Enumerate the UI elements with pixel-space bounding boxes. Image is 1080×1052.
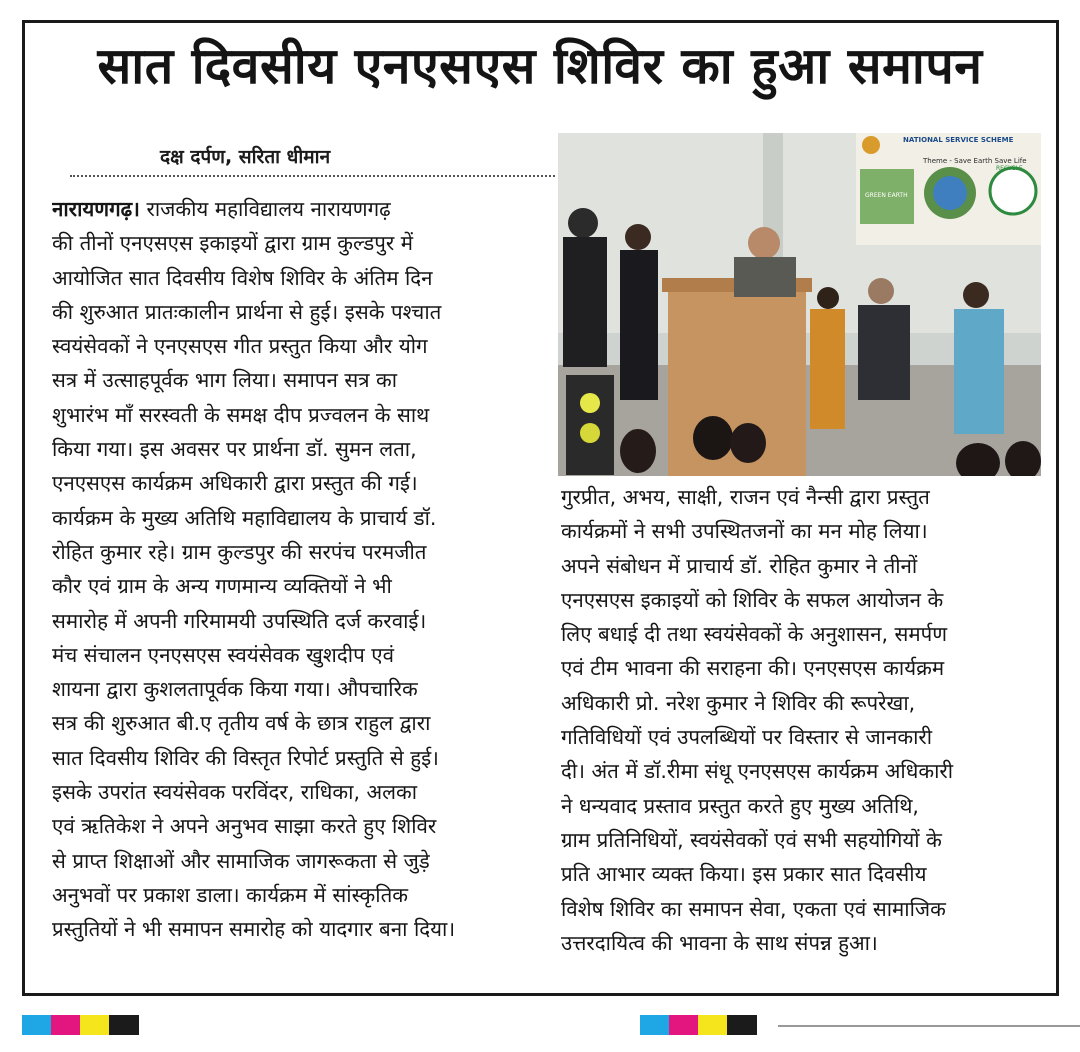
text-line: एनएसएस कार्यक्रम अधिकारी द्वारा प्रस्तुत की गई।	[52, 471, 418, 496]
text-line: स्वयंसेवकों ने एनएसएस गीत प्रस्तुत किया और योग	[52, 334, 428, 359]
text-line: किया गया। इस अवसर पर प्रार्थना डॉ. सुमन लता,	[52, 437, 417, 462]
text-line: सत्र में उत्साहपूर्वक भाग लिया। समापन सत्र का	[52, 368, 398, 393]
text-line: लिए बधाई दी तथा स्वयंसेवकों के अनुशासन, समर्पण	[561, 622, 948, 647]
text-line: उत्तरदायित्व की भावना के साथ संपन्न हुआ।	[561, 930, 878, 955]
text-line: गुरप्रीत, अभय, साक्षी, राजन एवं नैन्सी द्वारा प्रस्तुत	[561, 485, 930, 509]
color-bar-cyan	[22, 1015, 51, 1035]
text-line: एवं ऋतिकेश ने अपने अनुभव साझा करते हुए शिविर	[52, 814, 437, 839]
text-line: की शुरुआत प्रातःकालीन प्रार्थना से हुई। इसके पश्चात	[52, 299, 442, 324]
text-line: ने धन्यवाद प्रस्ताव प्रस्तुत करते हुए मुख्य अतिथि,	[561, 793, 919, 818]
text-line: मंच संचालन एनएसएस स्वयंसेवक खुशदीप एवं	[52, 642, 394, 667]
color-bar-yellow	[698, 1015, 727, 1035]
color-bar-black	[727, 1015, 757, 1035]
text-line: प्रस्तुतियों ने भी समापन समारोह को यादगार बना दिया।	[52, 917, 456, 942]
text-line: कार्यक्रमों ने सभी उपस्थितजनों का मन मोह लिया।	[561, 519, 928, 544]
text-line: इसके उपरांत स्वयंसेवक परविंदर, राधिका, अलका	[52, 780, 418, 805]
person-right	[954, 309, 1004, 434]
article-column-left	[52, 192, 552, 947]
headline: सात दिवसीय एनएसएस शिविर का हुआ समापन	[97, 37, 983, 95]
text-line: अधिकारी प्रो. नरेश कुमार ने शिविर की रूपरेखा,	[561, 690, 916, 715]
text-line: ग्राम प्रतिनिधियों, स्वयंसेवकों एवं सभी सहयोगियों के	[561, 827, 942, 852]
event-photo	[558, 133, 1041, 476]
speaker	[748, 227, 780, 259]
text-line: कौर एवं ग्राम के अन्य गणमान्य व्यक्तियों ने भी	[52, 574, 392, 599]
text-line: एनएसएस इकाइयों को शिविर के सफल आयोजन के	[561, 587, 944, 612]
text-line	[52, 192, 552, 226]
recycle-icon	[990, 168, 1036, 214]
text-line: विशेष शिविर का समापन सेवा, एकता एवं सामाजिक	[561, 896, 946, 921]
text-line: गतिविधियों एवं उपलब्धियों पर विस्तार से जानकारी	[561, 725, 933, 750]
event-photo-illustration	[558, 133, 1041, 476]
color-bar-black	[109, 1015, 139, 1035]
byline-divider	[70, 175, 555, 177]
poster-label: GREEN EARTH	[865, 192, 908, 199]
text-line: एवं टीम भावना की सराहना की। एनएसएस कार्यक्रम	[561, 656, 945, 681]
text-line: समारोह में अपनी गरिमामयी उपस्थिति दर्ज करवाई।	[52, 608, 427, 633]
text-line: अपने संबोधन में प्राचार्य डॉ. रोहित कुमार ने तीनों	[561, 553, 918, 578]
text-line: प्रति आभार व्यक्त किया। इस प्रकार सात दिवसीय	[561, 862, 927, 887]
color-bar-yellow	[80, 1015, 109, 1035]
text-line: सात दिवसीय शिविर की विस्तृत रिपोर्ट प्रस्तुति से हुई।	[52, 745, 439, 770]
byline: दक्ष दर्पण, सरिता धीमान	[160, 146, 331, 168]
color-bar-cyan	[640, 1015, 669, 1035]
text-line: अनुभवों पर प्रकाश डाला। कार्यक्रम में सांस्कृतिक	[52, 882, 409, 907]
dateline: नारायणगढ़।	[52, 197, 140, 221]
color-bar-magenta	[669, 1015, 698, 1035]
color-bar-magenta	[51, 1015, 80, 1035]
text-line: दी। अंत में डॉ.रीमा संधू एनएसएस कार्यक्रम अधिकारी	[561, 759, 954, 784]
text-line: की तीनों एनएसएस इकाइयों द्वारा ग्राम कुल्डपुर में	[52, 231, 414, 256]
person-left	[563, 237, 607, 367]
footer-rule	[778, 1025, 1080, 1027]
text-line: सत्र की शुरुआत बी.ए तृतीय वर्ष के छात्र राहुल द्वारा	[52, 711, 431, 736]
recycle-label: RECYCLE	[996, 165, 1023, 172]
text-line: शायना द्वारा कुशलतापूर्वक किया गया। औपचारिक	[52, 677, 418, 702]
text-line: से प्राप्त शिक्षाओं और सामाजिक जागरूकता से जुड़े	[52, 848, 430, 873]
text-line: आयोजित सात दिवसीय विशेष शिविर के अंतिम दिन	[52, 265, 433, 290]
text-line: शुभारंभ माँ सरस्वती के समक्ष दीप प्रज्वलन के साथ	[52, 402, 430, 427]
banner-theme: Theme - Save Earth Save Life	[923, 157, 1027, 165]
text-line: रोहित कुमार रहे। ग्राम कुल्डपुर की सरपंच परमजीत	[52, 539, 427, 564]
text-line-part: राजकीय महाविद्यालय नारायणगढ़	[139, 197, 391, 221]
text-line: कार्यक्रम के मुख्य अतिथि महाविद्यालय के प्राचार्य डॉ.	[52, 505, 437, 530]
banner-title: NATIONAL SERVICE SCHEME	[903, 136, 1014, 144]
article-column-right	[561, 480, 1043, 960]
